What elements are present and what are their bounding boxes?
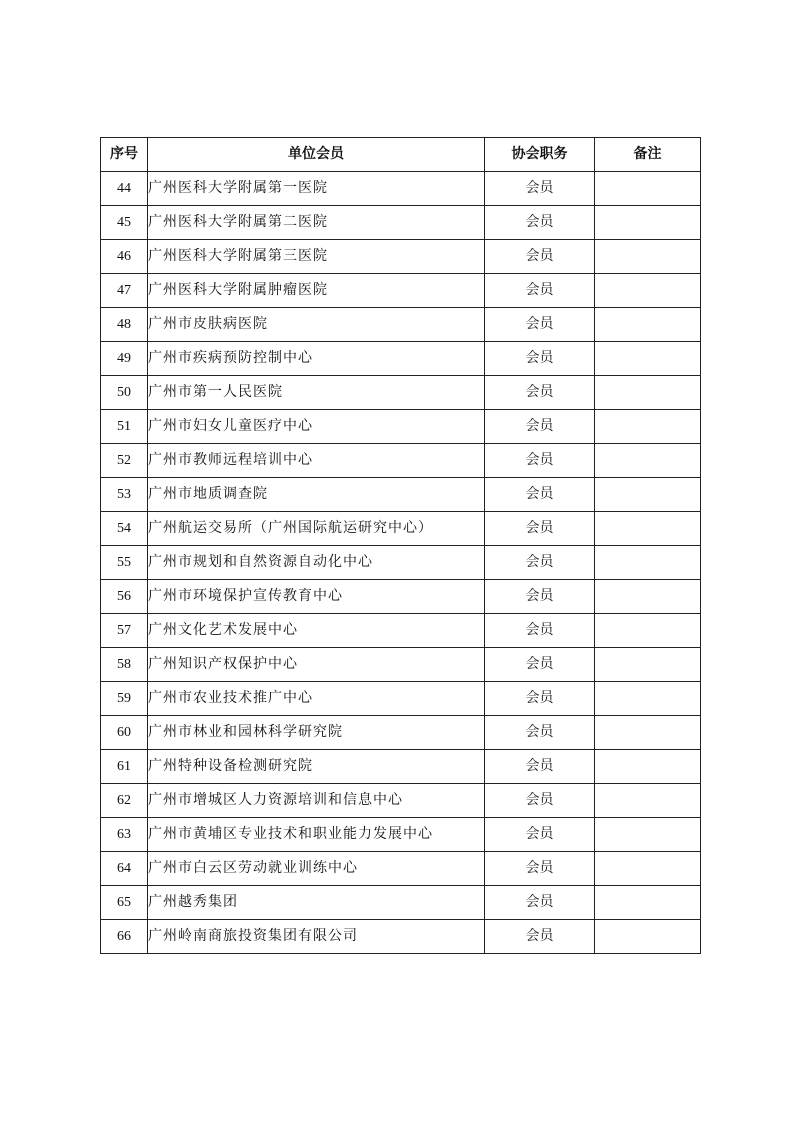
member-unit-cell: 广州航运交易所（广州国际航运研究中心）: [148, 512, 485, 546]
association-role-cell: 会员: [485, 172, 595, 206]
table-row: [101, 376, 701, 410]
serial-number-cell: 45: [101, 206, 148, 240]
serial-number-cell: 59: [101, 682, 148, 716]
table-row: [101, 750, 701, 784]
association-role-cell: 会员: [485, 240, 595, 274]
remarks-cell: [595, 784, 701, 818]
member-unit-cell: 广州医科大学附属第一医院: [148, 172, 485, 206]
table-row: [101, 342, 701, 376]
remarks-cell: [595, 478, 701, 512]
member-unit-cell: 广州医科大学附属第三医院: [148, 240, 485, 274]
serial-number-cell: 58: [101, 648, 148, 682]
table-row: [101, 308, 701, 342]
member-unit-cell: 广州知识产权保护中心: [148, 648, 485, 682]
association-role-cell: 会员: [485, 784, 595, 818]
member-unit-cell: 广州市黄埔区专业技术和职业能力发展中心: [148, 818, 485, 852]
table-row: [101, 784, 701, 818]
member-unit-cell: 广州市皮肤病医院: [148, 308, 485, 342]
member-unit-cell: 广州岭南商旅投资集团有限公司: [148, 920, 485, 954]
association-role-cell: 会员: [485, 546, 595, 580]
table-row: [101, 546, 701, 580]
table-row: [101, 410, 701, 444]
serial-number-cell: 60: [101, 716, 148, 750]
table-row: [101, 886, 701, 920]
member-unit-cell: 广州市农业技术推广中心: [148, 682, 485, 716]
header-association-role: 协会职务: [485, 138, 595, 172]
member-unit-cell: 广州市增城区人力资源培训和信息中心: [148, 784, 485, 818]
remarks-cell: [595, 240, 701, 274]
association-role-cell: 会员: [485, 648, 595, 682]
table-row: [101, 682, 701, 716]
remarks-cell: [595, 716, 701, 750]
member-table: [100, 137, 701, 954]
member-table-body: [101, 172, 701, 954]
serial-number-cell: 57: [101, 614, 148, 648]
association-role-cell: 会员: [485, 274, 595, 308]
remarks-cell: [595, 580, 701, 614]
remarks-cell: [595, 614, 701, 648]
remarks-cell: [595, 682, 701, 716]
remarks-cell: [595, 206, 701, 240]
member-unit-cell: 广州市妇女儿童医疗中心: [148, 410, 485, 444]
serial-number-cell: 61: [101, 750, 148, 784]
association-role-cell: 会员: [485, 920, 595, 954]
member-unit-cell: 广州越秀集团: [148, 886, 485, 920]
table-row: [101, 240, 701, 274]
member-unit-cell: 广州市第一人民医院: [148, 376, 485, 410]
remarks-cell: [595, 308, 701, 342]
member-unit-cell: 广州市林业和园林科学研究院: [148, 716, 485, 750]
association-role-cell: 会员: [485, 818, 595, 852]
association-role-cell: 会员: [485, 886, 595, 920]
table-row: [101, 716, 701, 750]
table-row: [101, 478, 701, 512]
serial-number-cell: 53: [101, 478, 148, 512]
table-row: [101, 648, 701, 682]
table-row: [101, 444, 701, 478]
header-remarks: 备注: [595, 138, 701, 172]
association-role-cell: 会员: [485, 682, 595, 716]
association-role-cell: 会员: [485, 376, 595, 410]
association-role-cell: 会员: [485, 410, 595, 444]
table-row: [101, 512, 701, 546]
association-role-cell: 会员: [485, 716, 595, 750]
serial-number-cell: 52: [101, 444, 148, 478]
member-unit-cell: 广州医科大学附属肿瘤医院: [148, 274, 485, 308]
member-unit-cell: 广州市环境保护宣传教育中心: [148, 580, 485, 614]
remarks-cell: [595, 410, 701, 444]
serial-number-cell: 56: [101, 580, 148, 614]
remarks-cell: [595, 750, 701, 784]
serial-number-cell: 50: [101, 376, 148, 410]
association-role-cell: 会员: [485, 444, 595, 478]
serial-number-cell: 44: [101, 172, 148, 206]
remarks-cell: [595, 274, 701, 308]
table-row: [101, 614, 701, 648]
table-row: [101, 172, 701, 206]
member-table-head: [101, 138, 701, 172]
header-row: [101, 138, 701, 172]
association-role-cell: 会员: [485, 852, 595, 886]
table-row: [101, 920, 701, 954]
member-unit-cell: 广州市疾病预防控制中心: [148, 342, 485, 376]
remarks-cell: [595, 648, 701, 682]
serial-number-cell: 47: [101, 274, 148, 308]
member-unit-cell: 广州市规划和自然资源自动化中心: [148, 546, 485, 580]
serial-number-cell: 64: [101, 852, 148, 886]
serial-number-cell: 65: [101, 886, 148, 920]
table-row: [101, 274, 701, 308]
serial-number-cell: 55: [101, 546, 148, 580]
serial-number-cell: 48: [101, 308, 148, 342]
association-role-cell: 会员: [485, 750, 595, 784]
serial-number-cell: 54: [101, 512, 148, 546]
serial-number-cell: 66: [101, 920, 148, 954]
association-role-cell: 会员: [485, 308, 595, 342]
header-member-unit: 单位会员: [148, 138, 485, 172]
association-role-cell: 会员: [485, 580, 595, 614]
remarks-cell: [595, 546, 701, 580]
remarks-cell: [595, 172, 701, 206]
serial-number-cell: 63: [101, 818, 148, 852]
remarks-cell: [595, 920, 701, 954]
association-role-cell: 会员: [485, 478, 595, 512]
association-role-cell: 会员: [485, 614, 595, 648]
remarks-cell: [595, 342, 701, 376]
table-row: [101, 852, 701, 886]
member-unit-cell: 广州医科大学附属第二医院: [148, 206, 485, 240]
remarks-cell: [595, 852, 701, 886]
table-row: [101, 818, 701, 852]
association-role-cell: 会员: [485, 512, 595, 546]
member-unit-cell: 广州市白云区劳动就业训练中心: [148, 852, 485, 886]
header-serial-number: 序号: [101, 138, 148, 172]
serial-number-cell: 49: [101, 342, 148, 376]
remarks-cell: [595, 444, 701, 478]
remarks-cell: [595, 886, 701, 920]
serial-number-cell: 51: [101, 410, 148, 444]
serial-number-cell: 46: [101, 240, 148, 274]
association-role-cell: 会员: [485, 206, 595, 240]
remarks-cell: [595, 376, 701, 410]
serial-number-cell: 62: [101, 784, 148, 818]
remarks-cell: [595, 512, 701, 546]
member-unit-cell: 广州市地质调查院: [148, 478, 485, 512]
member-unit-cell: 广州特种设备检测研究院: [148, 750, 485, 784]
remarks-cell: [595, 818, 701, 852]
table-row: [101, 206, 701, 240]
member-unit-cell: 广州市教师远程培训中心: [148, 444, 485, 478]
table-row: [101, 580, 701, 614]
member-unit-cell: 广州文化艺术发展中心: [148, 614, 485, 648]
association-role-cell: 会员: [485, 342, 595, 376]
